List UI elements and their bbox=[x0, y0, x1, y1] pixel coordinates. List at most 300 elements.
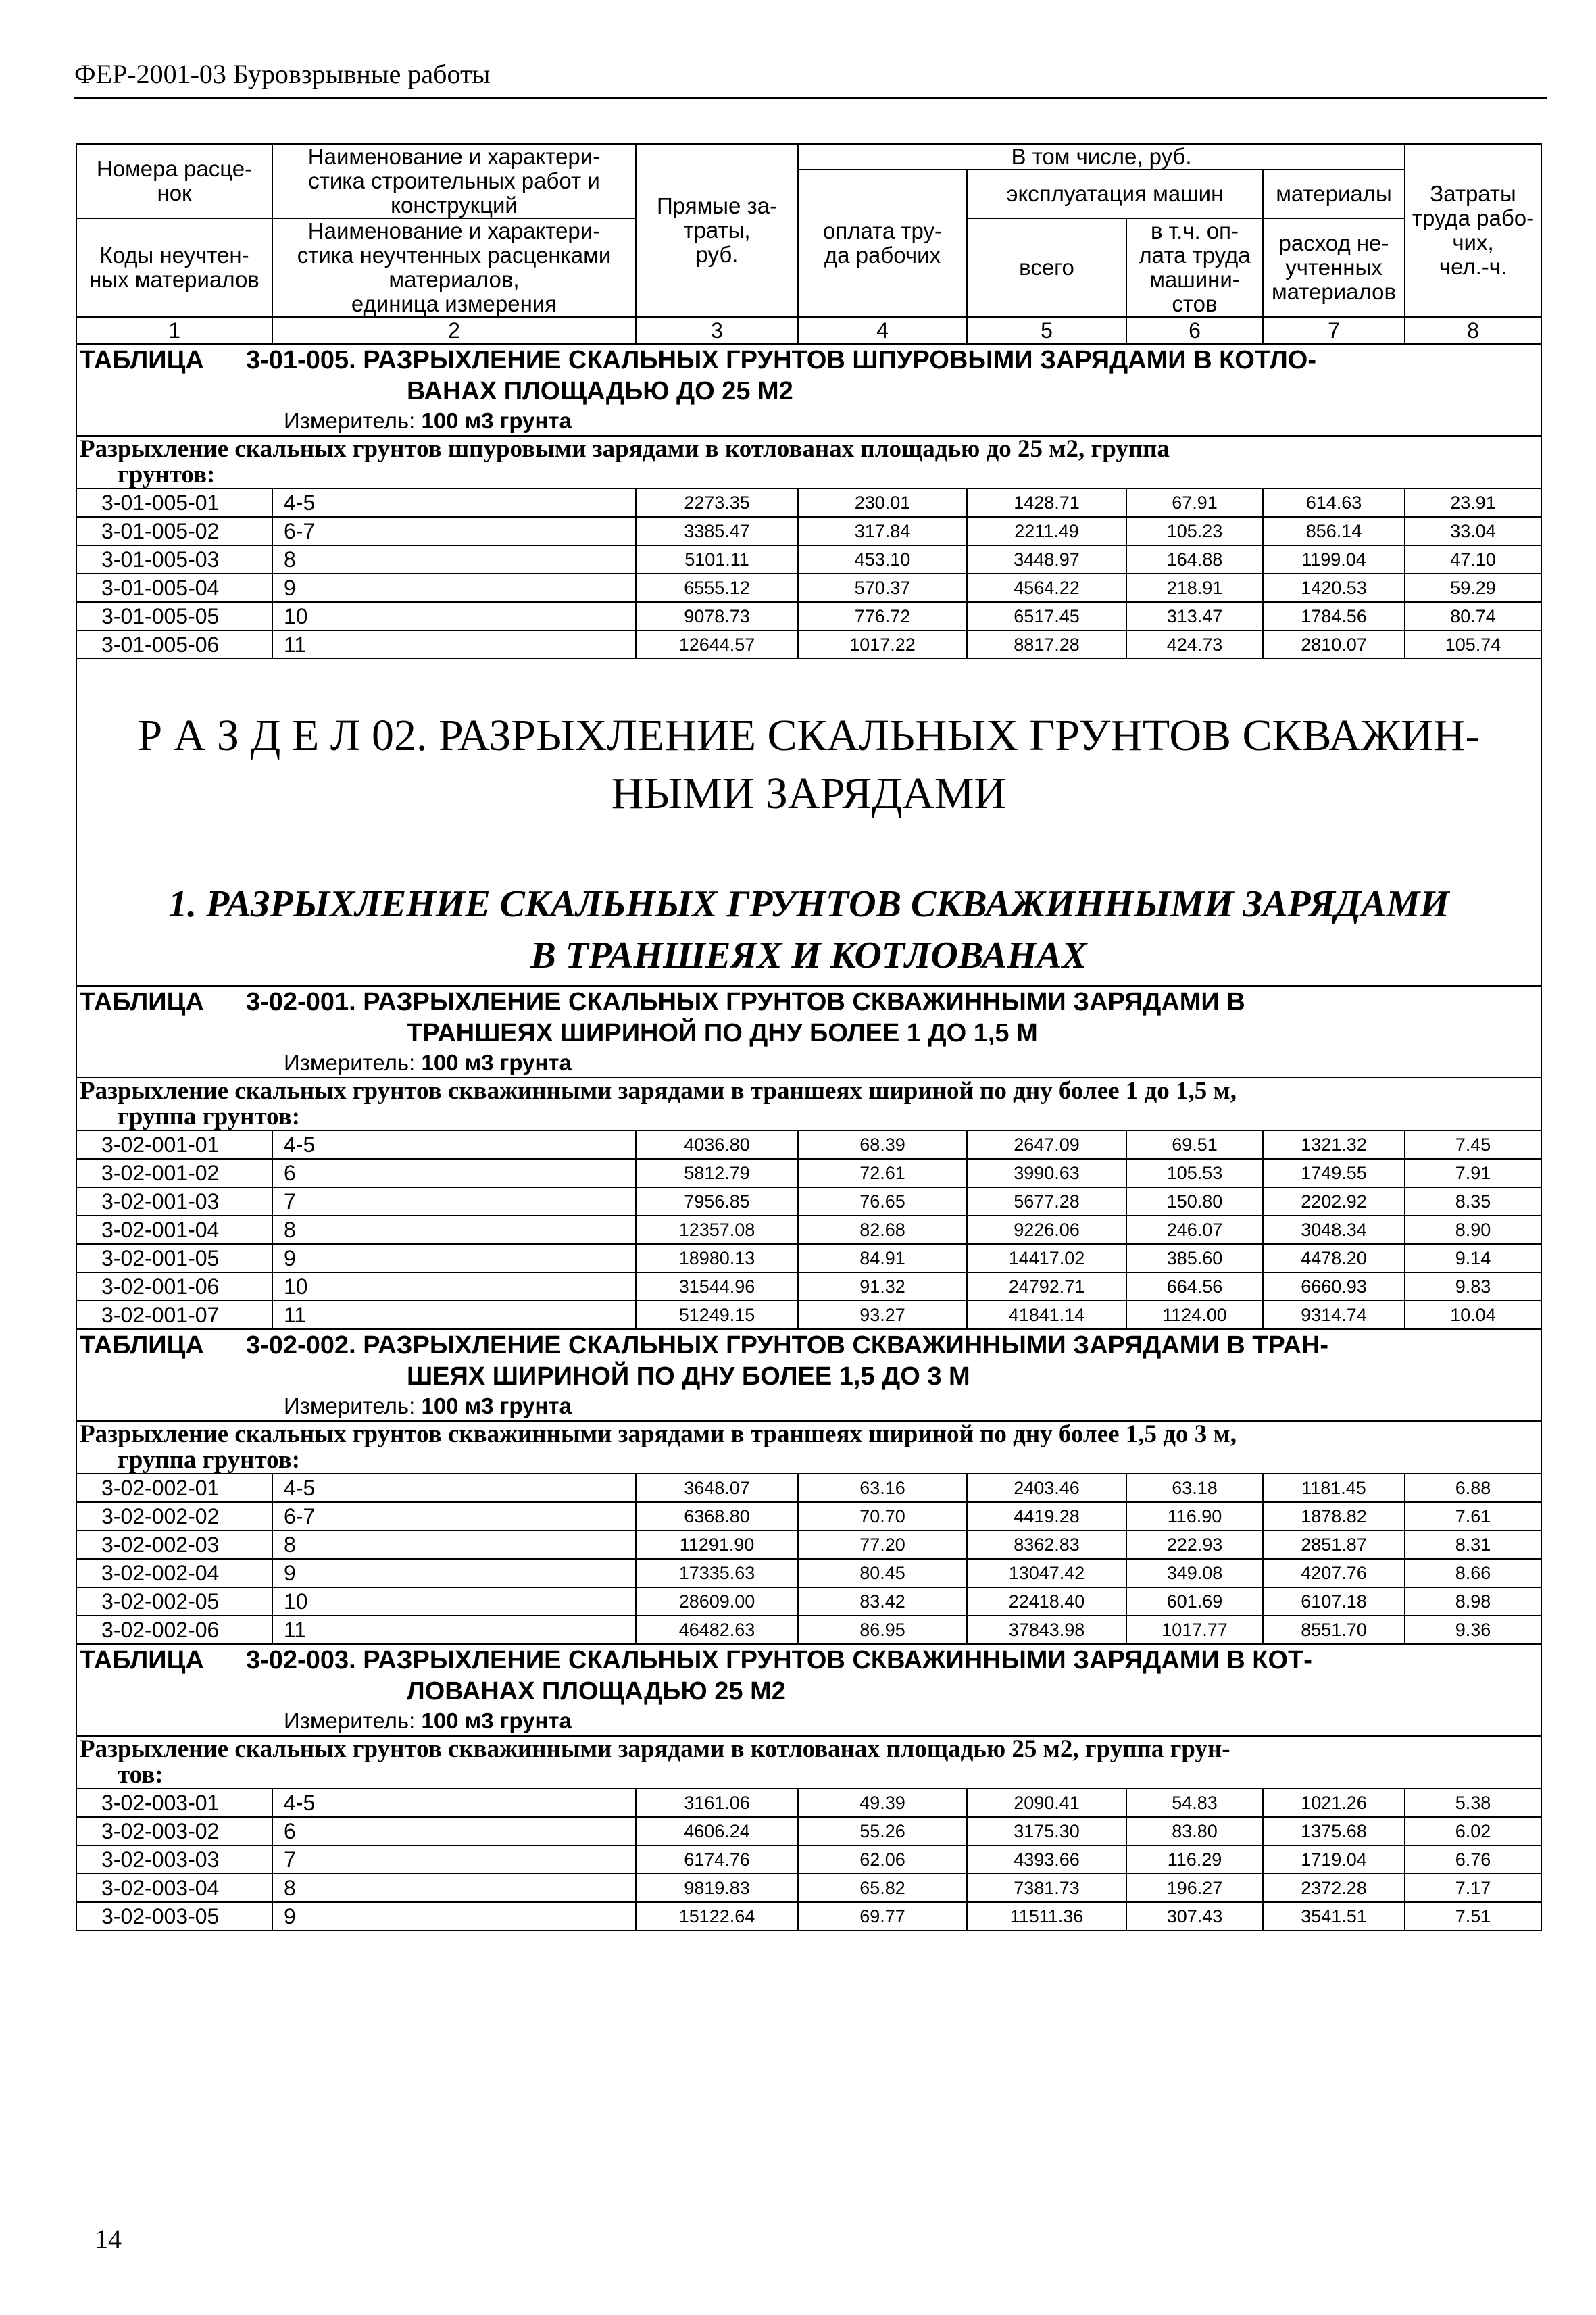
column-number: 6 bbox=[1126, 317, 1263, 344]
cell-direct-costs: 4036.80 bbox=[636, 1130, 798, 1159]
meter-label: Измеритель: bbox=[284, 1050, 416, 1075]
cell-operators-wages: 664.56 bbox=[1126, 1272, 1263, 1301]
page-number: 14 bbox=[95, 2224, 122, 2254]
cell-labor-costs: 7.51 bbox=[1405, 1902, 1541, 1931]
cell-materials: 4478.20 bbox=[1263, 1244, 1405, 1272]
cell-machines-total: 7381.73 bbox=[967, 1874, 1126, 1902]
table-row bbox=[76, 1874, 1541, 1902]
cell-labor-costs: 8.31 bbox=[1405, 1530, 1541, 1559]
cell-machines-total: 1428.71 bbox=[967, 489, 1126, 517]
cell-machines-total: 11511.36 bbox=[967, 1902, 1126, 1931]
section-heading-row bbox=[76, 659, 1541, 986]
subsection-title-line-2: В ТРАНШЕЯХ И КОТЛОВАНАХ bbox=[530, 935, 1087, 976]
cell-workers-wages: 70.70 bbox=[798, 1502, 967, 1530]
cell-operators-wages: 222.93 bbox=[1126, 1530, 1263, 1559]
cell-rate-code: 3-02-003-03 bbox=[76, 1845, 272, 1874]
cell-workers-wages: 91.32 bbox=[798, 1272, 967, 1301]
meter-label: Измеритель: bbox=[284, 1708, 416, 1733]
cell-rate-code: 3-02-001-03 bbox=[76, 1187, 272, 1216]
cell-materials: 3048.34 bbox=[1263, 1216, 1405, 1244]
section-title-line-1: Р А З Д Е Л 02. РАЗРЫХЛЕНИЕ СКАЛЬНЫХ ГРУНТОВ СКВАЖИН- bbox=[137, 711, 1480, 760]
cell-soil-group: 8 bbox=[272, 1530, 636, 1559]
cell-direct-costs: 9078.73 bbox=[636, 602, 798, 630]
cell-soil-group: 6 bbox=[272, 1817, 636, 1845]
table-description-row bbox=[76, 1078, 1541, 1130]
cell-rate-code: 3-01-005-01 bbox=[76, 489, 272, 517]
col-materials-header: материалы bbox=[1263, 170, 1405, 218]
table-row bbox=[76, 1130, 1541, 1159]
cell-soil-group: 9 bbox=[272, 574, 636, 602]
cell-operators-wages: 83.80 bbox=[1126, 1817, 1263, 1845]
cell-rate-code: 3-02-002-05 bbox=[76, 1587, 272, 1616]
table-title-line-1: 3-02-001. РАЗРЫХЛЕНИЕ СКАЛЬНЫХ ГРУНТОВ СКВАЖИННЫМИ ЗАРЯДАМИ В bbox=[246, 988, 1245, 1016]
table-row bbox=[76, 1272, 1541, 1301]
col-including-header: В том числе, руб. bbox=[798, 144, 1405, 170]
cell-direct-costs: 9819.83 bbox=[636, 1874, 798, 1902]
cell-labor-costs: 7.91 bbox=[1405, 1159, 1541, 1187]
cell-labor-costs: 8.66 bbox=[1405, 1559, 1541, 1587]
cell-rate-code: 3-02-001-07 bbox=[76, 1301, 272, 1329]
col-unaccounted-materials-header: расход не- учтенных материалов bbox=[1263, 218, 1405, 317]
description-line-2: грунтов: bbox=[118, 461, 216, 489]
cell-machines-total: 13047.42 bbox=[967, 1559, 1126, 1587]
table-title-row bbox=[76, 1329, 1541, 1421]
col-direct-costs-header: Прямые за- траты, руб. bbox=[636, 144, 798, 317]
cell-labor-costs: 5.38 bbox=[1405, 1789, 1541, 1817]
col-rate-number-header: Номера расце- нок bbox=[76, 144, 272, 218]
table-title-line-1: 3-02-003. РАЗРЫХЛЕНИЕ СКАЛЬНЫХ ГРУНТОВ СКВАЖИННЫМИ ЗАРЯДАМИ В КОТ- bbox=[246, 1646, 1312, 1674]
cell-soil-group: 8 bbox=[272, 1874, 636, 1902]
cell-labor-costs: 47.10 bbox=[1405, 545, 1541, 574]
table-title-line-2: ЛОВАНАХ ПЛОЩАДЬЮ 25 М2 bbox=[407, 1677, 786, 1706]
cell-machines-total: 8817.28 bbox=[967, 630, 1126, 659]
cell-materials: 1021.26 bbox=[1263, 1789, 1405, 1817]
cell-workers-wages: 93.27 bbox=[798, 1301, 967, 1329]
table-row bbox=[76, 1559, 1541, 1587]
description-line-2: группа грунтов: bbox=[118, 1103, 301, 1130]
table-title-line-1: 3-02-002. РАЗРЫХЛЕНИЕ СКАЛЬНЫХ ГРУНТОВ СКВАЖИННЫМИ ЗАРЯДАМИ В ТРАН- bbox=[246, 1331, 1329, 1360]
table-title bbox=[80, 1330, 1538, 1392]
description-line-2: группа грунтов: bbox=[118, 1446, 301, 1474]
table-title-cell bbox=[76, 986, 1541, 1078]
description-line-1: Разрыхление скальных грунтов скважинными зарядами в траншеях шириной по дну более 1 до 1,5 м, bbox=[80, 1077, 1237, 1105]
column-number: 2 bbox=[272, 317, 636, 344]
col-operators-wages-header: в т.ч. оп- лата труда машини- стов bbox=[1126, 218, 1263, 317]
cell-soil-group: 6-7 bbox=[272, 1502, 636, 1530]
cell-labor-costs: 9.36 bbox=[1405, 1616, 1541, 1644]
cell-machines-total: 4419.28 bbox=[967, 1502, 1126, 1530]
cell-workers-wages: 62.06 bbox=[798, 1845, 967, 1874]
cell-rate-code: 3-02-003-01 bbox=[76, 1789, 272, 1817]
cell-labor-costs: 7.45 bbox=[1405, 1130, 1541, 1159]
cell-operators-wages: 385.60 bbox=[1126, 1244, 1263, 1272]
cell-rate-code: 3-01-005-02 bbox=[76, 517, 272, 545]
cell-operators-wages: 1124.00 bbox=[1126, 1301, 1263, 1329]
cell-materials: 6660.93 bbox=[1263, 1272, 1405, 1301]
table-row bbox=[76, 1187, 1541, 1216]
cell-machines-total: 5677.28 bbox=[967, 1187, 1126, 1216]
cell-rate-code: 3-02-002-06 bbox=[76, 1616, 272, 1644]
cell-workers-wages: 76.65 bbox=[798, 1187, 967, 1216]
cell-soil-group: 9 bbox=[272, 1244, 636, 1272]
header-row-1 bbox=[76, 144, 1541, 170]
cell-workers-wages: 83.42 bbox=[798, 1587, 967, 1616]
cell-workers-wages: 453.10 bbox=[798, 545, 967, 574]
cell-materials: 1181.45 bbox=[1263, 1474, 1405, 1502]
table-description bbox=[76, 1421, 1541, 1474]
table-meter bbox=[80, 1049, 1538, 1077]
subsection-title-line-1: 1. РАЗРЫХЛЕНИЕ СКАЛЬНЫХ ГРУНТОВ СКВАЖИННЫМИ ЗАРЯДАМИ bbox=[168, 883, 1449, 925]
running-head: ФЕР-2001-03 Буровзрывные работы bbox=[74, 59, 491, 89]
cell-materials: 8551.70 bbox=[1263, 1616, 1405, 1644]
col-machines-header: эксплуатация машин bbox=[967, 170, 1263, 218]
table-row bbox=[76, 1902, 1541, 1931]
column-number: 7 bbox=[1263, 317, 1405, 344]
col-work-name-header: Наименование и характери- стика строительных работ и конструкций bbox=[272, 144, 636, 218]
cell-soil-group: 4-5 bbox=[272, 1789, 636, 1817]
cell-direct-costs: 11291.90 bbox=[636, 1530, 798, 1559]
cell-materials: 1375.68 bbox=[1263, 1817, 1405, 1845]
cell-workers-wages: 80.45 bbox=[798, 1559, 967, 1587]
cell-workers-wages: 82.68 bbox=[798, 1216, 967, 1244]
description-line-1: Разрыхление скальных грунтов шпуровыми зарядами в котлованах площадью до 25 м2, группа bbox=[80, 435, 1170, 463]
cell-direct-costs: 3385.47 bbox=[636, 517, 798, 545]
cell-direct-costs: 3161.06 bbox=[636, 1789, 798, 1817]
table-meter bbox=[80, 1707, 1538, 1735]
col-material-name-header: Наименование и характери- стика неучтенных расценками материалов, единица измерения bbox=[272, 218, 636, 317]
cell-labor-costs: 33.04 bbox=[1405, 517, 1541, 545]
cell-soil-group: 4-5 bbox=[272, 1474, 636, 1502]
table-row bbox=[76, 1530, 1541, 1559]
cell-machines-total: 24792.71 bbox=[967, 1272, 1126, 1301]
table-label: ТАБЛИЦА bbox=[80, 346, 204, 374]
cell-machines-total: 37843.98 bbox=[967, 1616, 1126, 1644]
cell-operators-wages: 1017.77 bbox=[1126, 1616, 1263, 1644]
cell-soil-group: 10 bbox=[272, 1587, 636, 1616]
cell-labor-costs: 23.91 bbox=[1405, 489, 1541, 517]
col-material-codes-header: Коды неучтен- ных материалов bbox=[76, 218, 272, 317]
cell-direct-costs: 15122.64 bbox=[636, 1902, 798, 1931]
cell-machines-total: 8362.83 bbox=[967, 1530, 1126, 1559]
cell-operators-wages: 63.18 bbox=[1126, 1474, 1263, 1502]
cell-labor-costs: 8.90 bbox=[1405, 1216, 1541, 1244]
cell-materials: 2202.92 bbox=[1263, 1187, 1405, 1216]
cell-operators-wages: 116.90 bbox=[1126, 1502, 1263, 1530]
col-machines-total-header: всего bbox=[967, 218, 1126, 317]
cell-soil-group: 11 bbox=[272, 630, 636, 659]
table-title-cell bbox=[76, 1329, 1541, 1421]
cell-labor-costs: 8.35 bbox=[1405, 1187, 1541, 1216]
cell-rate-code: 3-02-001-02 bbox=[76, 1159, 272, 1187]
cell-direct-costs: 12357.08 bbox=[636, 1216, 798, 1244]
cell-operators-wages: 105.23 bbox=[1126, 517, 1263, 545]
cell-soil-group: 11 bbox=[272, 1616, 636, 1644]
cell-workers-wages: 230.01 bbox=[798, 489, 967, 517]
table-title-line-2: ТРАНШЕЯХ ШИРИНОЙ ПО ДНУ БОЛЕЕ 1 ДО 1,5 М bbox=[407, 1019, 1038, 1047]
cell-machines-total: 4564.22 bbox=[967, 574, 1126, 602]
cell-direct-costs: 31544.96 bbox=[636, 1272, 798, 1301]
cell-operators-wages: 67.91 bbox=[1126, 489, 1263, 517]
cell-operators-wages: 307.43 bbox=[1126, 1902, 1263, 1931]
cell-materials: 1784.56 bbox=[1263, 602, 1405, 630]
cell-direct-costs: 6368.80 bbox=[636, 1502, 798, 1530]
table-row bbox=[76, 1502, 1541, 1530]
table-title bbox=[80, 1645, 1538, 1707]
cell-workers-wages: 63.16 bbox=[798, 1474, 967, 1502]
cell-workers-wages: 65.82 bbox=[798, 1874, 967, 1902]
cell-labor-costs: 9.83 bbox=[1405, 1272, 1541, 1301]
cell-operators-wages: 150.80 bbox=[1126, 1187, 1263, 1216]
cell-rate-code: 3-02-001-04 bbox=[76, 1216, 272, 1244]
cell-workers-wages: 570.37 bbox=[798, 574, 967, 602]
table-row bbox=[76, 630, 1541, 659]
table-title-row bbox=[76, 344, 1541, 436]
table-row bbox=[76, 517, 1541, 545]
header-rule bbox=[74, 97, 1547, 99]
cell-direct-costs: 46482.63 bbox=[636, 1616, 798, 1644]
table-row bbox=[76, 1789, 1541, 1817]
cell-machines-total: 2090.41 bbox=[967, 1789, 1126, 1817]
table-description-row bbox=[76, 1736, 1541, 1789]
cell-direct-costs: 6555.12 bbox=[636, 574, 798, 602]
meter-value: 100 м3 грунта bbox=[421, 1393, 572, 1418]
column-number: 8 bbox=[1405, 317, 1541, 344]
table-title-line-2: ВАНАХ ПЛОЩАДЬЮ ДО 25 М2 bbox=[407, 377, 793, 405]
cell-labor-costs: 7.61 bbox=[1405, 1502, 1541, 1530]
table-description bbox=[76, 1078, 1541, 1130]
cell-soil-group: 6-7 bbox=[272, 517, 636, 545]
cell-soil-group: 11 bbox=[272, 1301, 636, 1329]
table-meter bbox=[80, 1392, 1538, 1420]
cell-rate-code: 3-02-003-02 bbox=[76, 1817, 272, 1845]
cell-labor-costs: 8.98 bbox=[1405, 1587, 1541, 1616]
table-row bbox=[76, 574, 1541, 602]
table-title-cell bbox=[76, 344, 1541, 436]
cell-materials: 1199.04 bbox=[1263, 545, 1405, 574]
table-title-row bbox=[76, 1644, 1541, 1736]
cell-soil-group: 8 bbox=[272, 545, 636, 574]
description-line-2: тов: bbox=[118, 1761, 164, 1789]
cell-labor-costs: 6.02 bbox=[1405, 1817, 1541, 1845]
cell-operators-wages: 313.47 bbox=[1126, 602, 1263, 630]
cell-direct-costs: 17335.63 bbox=[636, 1559, 798, 1587]
cell-labor-costs: 59.29 bbox=[1405, 574, 1541, 602]
table-title bbox=[80, 345, 1538, 407]
col-labor-costs-header: Затраты труда рабо- чих, чел.-ч. bbox=[1405, 144, 1541, 317]
cell-soil-group: 8 bbox=[272, 1216, 636, 1244]
cell-workers-wages: 72.61 bbox=[798, 1159, 967, 1187]
subsection-title bbox=[77, 823, 1541, 985]
cell-machines-total: 2403.46 bbox=[967, 1474, 1126, 1502]
cell-workers-wages: 69.77 bbox=[798, 1902, 967, 1931]
cell-materials: 2372.28 bbox=[1263, 1874, 1405, 1902]
cell-materials: 1719.04 bbox=[1263, 1845, 1405, 1874]
cell-materials: 4207.76 bbox=[1263, 1559, 1405, 1587]
column-number: 4 bbox=[798, 317, 967, 344]
meter-value: 100 м3 грунта bbox=[421, 408, 572, 433]
cell-direct-costs: 18980.13 bbox=[636, 1244, 798, 1272]
cell-rate-code: 3-01-005-05 bbox=[76, 602, 272, 630]
cell-materials: 1749.55 bbox=[1263, 1159, 1405, 1187]
table-label: ТАБЛИЦА bbox=[80, 1331, 204, 1360]
cell-workers-wages: 317.84 bbox=[798, 517, 967, 545]
column-number: 3 bbox=[636, 317, 798, 344]
cell-materials: 2851.87 bbox=[1263, 1530, 1405, 1559]
table-row bbox=[76, 1616, 1541, 1644]
table-title-line-1: 3-01-005. РАЗРЫХЛЕНИЕ СКАЛЬНЫХ ГРУНТОВ ШПУРОВЫМИ ЗАРЯДАМИ В КОТЛО- bbox=[246, 346, 1316, 374]
description-line-1: Разрыхление скальных грунтов скважинными зарядами в котлованах площадью 25 м2, группа грун- bbox=[80, 1735, 1230, 1763]
table-description bbox=[76, 1736, 1541, 1789]
cell-workers-wages: 49.39 bbox=[798, 1789, 967, 1817]
cell-machines-total: 14417.02 bbox=[967, 1244, 1126, 1272]
cell-operators-wages: 424.73 bbox=[1126, 630, 1263, 659]
cell-soil-group: 6 bbox=[272, 1159, 636, 1187]
cell-materials: 9314.74 bbox=[1263, 1301, 1405, 1329]
cell-labor-costs: 7.17 bbox=[1405, 1874, 1541, 1902]
cell-workers-wages: 86.95 bbox=[798, 1616, 967, 1644]
cell-materials: 856.14 bbox=[1263, 517, 1405, 545]
meter-label: Измеритель: bbox=[284, 1393, 416, 1418]
cell-workers-wages: 776.72 bbox=[798, 602, 967, 630]
table-description-row bbox=[76, 1421, 1541, 1474]
cell-direct-costs: 4606.24 bbox=[636, 1817, 798, 1845]
cell-operators-wages: 105.53 bbox=[1126, 1159, 1263, 1187]
cell-rate-code: 3-01-005-06 bbox=[76, 630, 272, 659]
cell-machines-total: 41841.14 bbox=[967, 1301, 1126, 1329]
cell-rate-code: 3-02-001-01 bbox=[76, 1130, 272, 1159]
cell-workers-wages: 77.20 bbox=[798, 1530, 967, 1559]
cell-soil-group: 4-5 bbox=[272, 489, 636, 517]
cell-direct-costs: 6174.76 bbox=[636, 1845, 798, 1874]
cell-machines-total: 2211.49 bbox=[967, 517, 1126, 545]
cell-direct-costs: 12644.57 bbox=[636, 630, 798, 659]
cell-operators-wages: 116.29 bbox=[1126, 1845, 1263, 1874]
table-row bbox=[76, 1474, 1541, 1502]
cell-labor-costs: 9.14 bbox=[1405, 1244, 1541, 1272]
table-label: ТАБЛИЦА bbox=[80, 988, 204, 1016]
cell-materials: 2810.07 bbox=[1263, 630, 1405, 659]
cell-machines-total: 9226.06 bbox=[967, 1216, 1126, 1244]
meter-value: 100 м3 грунта bbox=[421, 1050, 572, 1075]
cell-direct-costs: 3648.07 bbox=[636, 1474, 798, 1502]
table-title bbox=[80, 987, 1538, 1049]
cell-machines-total: 22418.40 bbox=[967, 1587, 1126, 1616]
cell-machines-total: 4393.66 bbox=[967, 1845, 1126, 1874]
table-row bbox=[76, 489, 1541, 517]
table-title-row bbox=[76, 986, 1541, 1078]
cell-rate-code: 3-02-003-05 bbox=[76, 1902, 272, 1931]
column-numbers-row bbox=[76, 317, 1541, 344]
cell-labor-costs: 80.74 bbox=[1405, 602, 1541, 630]
cell-soil-group: 9 bbox=[272, 1559, 636, 1587]
cell-rate-code: 3-01-005-04 bbox=[76, 574, 272, 602]
table-row bbox=[76, 1159, 1541, 1187]
cell-workers-wages: 1017.22 bbox=[798, 630, 967, 659]
meter-value: 100 м3 грунта bbox=[421, 1708, 572, 1733]
cell-operators-wages: 196.27 bbox=[1126, 1874, 1263, 1902]
cell-operators-wages: 601.69 bbox=[1126, 1587, 1263, 1616]
table-row bbox=[76, 1244, 1541, 1272]
table-description bbox=[76, 436, 1541, 489]
table-row bbox=[76, 1301, 1541, 1329]
cell-rate-code: 3-02-001-06 bbox=[76, 1272, 272, 1301]
cell-labor-costs: 105.74 bbox=[1405, 630, 1541, 659]
table-row bbox=[76, 1845, 1541, 1874]
table-row bbox=[76, 1587, 1541, 1616]
cell-machines-total: 3448.97 bbox=[967, 545, 1126, 574]
cell-operators-wages: 349.08 bbox=[1126, 1559, 1263, 1587]
table-label: ТАБЛИЦА bbox=[80, 1646, 204, 1674]
cell-workers-wages: 55.26 bbox=[798, 1817, 967, 1845]
table-row bbox=[76, 1817, 1541, 1845]
cell-workers-wages: 68.39 bbox=[798, 1130, 967, 1159]
table-row bbox=[76, 602, 1541, 630]
cell-soil-group: 7 bbox=[272, 1845, 636, 1874]
cell-direct-costs: 28609.00 bbox=[636, 1587, 798, 1616]
cell-operators-wages: 164.88 bbox=[1126, 545, 1263, 574]
section-title-line-2: НЫМИ ЗАРЯДАМИ bbox=[611, 769, 1007, 818]
cell-operators-wages: 218.91 bbox=[1126, 574, 1263, 602]
cell-machines-total: 2647.09 bbox=[967, 1130, 1126, 1159]
section-heading-cell bbox=[76, 659, 1541, 986]
cell-soil-group: 7 bbox=[272, 1187, 636, 1216]
cell-materials: 1420.53 bbox=[1263, 574, 1405, 602]
cell-rate-code: 3-02-003-04 bbox=[76, 1874, 272, 1902]
cell-soil-group: 9 bbox=[272, 1902, 636, 1931]
table-description-row bbox=[76, 436, 1541, 489]
cell-rate-code: 3-02-002-02 bbox=[76, 1502, 272, 1530]
cell-machines-total: 3175.30 bbox=[967, 1817, 1126, 1845]
table-row bbox=[76, 545, 1541, 574]
table-title-line-2: ШЕЯХ ШИРИНОЙ ПО ДНУ БОЛЕЕ 1,5 ДО 3 М bbox=[407, 1362, 970, 1391]
cell-soil-group: 10 bbox=[272, 1272, 636, 1301]
cell-soil-group: 10 bbox=[272, 602, 636, 630]
description-line-1: Разрыхление скальных грунтов скважинными зарядами в траншеях шириной по дну более 1,5 до 3 м, bbox=[80, 1420, 1237, 1448]
cell-rate-code: 3-02-002-04 bbox=[76, 1559, 272, 1587]
rates-table bbox=[76, 143, 1542, 1931]
meter-label: Измеритель: bbox=[284, 408, 416, 433]
cell-rate-code: 3-01-005-03 bbox=[76, 545, 272, 574]
cell-machines-total: 6517.45 bbox=[967, 602, 1126, 630]
cell-labor-costs: 6.88 bbox=[1405, 1474, 1541, 1502]
section-title bbox=[77, 659, 1541, 823]
column-number: 1 bbox=[76, 317, 272, 344]
cell-direct-costs: 5812.79 bbox=[636, 1159, 798, 1187]
cell-materials: 614.63 bbox=[1263, 489, 1405, 517]
cell-rate-code: 3-02-002-03 bbox=[76, 1530, 272, 1559]
table-title-cell bbox=[76, 1644, 1541, 1736]
cell-operators-wages: 54.83 bbox=[1126, 1789, 1263, 1817]
cell-workers-wages: 84.91 bbox=[798, 1244, 967, 1272]
table-row bbox=[76, 1216, 1541, 1244]
cell-materials: 1321.32 bbox=[1263, 1130, 1405, 1159]
cell-direct-costs: 5101.11 bbox=[636, 545, 798, 574]
cell-direct-costs: 7956.85 bbox=[636, 1187, 798, 1216]
cell-rate-code: 3-02-001-05 bbox=[76, 1244, 272, 1272]
table-meter bbox=[80, 407, 1538, 435]
cell-soil-group: 4-5 bbox=[272, 1130, 636, 1159]
cell-materials: 3541.51 bbox=[1263, 1902, 1405, 1931]
cell-operators-wages: 69.51 bbox=[1126, 1130, 1263, 1159]
cell-rate-code: 3-02-002-01 bbox=[76, 1474, 272, 1502]
cell-materials: 6107.18 bbox=[1263, 1587, 1405, 1616]
cell-direct-costs: 51249.15 bbox=[636, 1301, 798, 1329]
cell-direct-costs: 2273.35 bbox=[636, 489, 798, 517]
cell-operators-wages: 246.07 bbox=[1126, 1216, 1263, 1244]
column-number: 5 bbox=[967, 317, 1126, 344]
col-wages-header: оплата тру- да рабочих bbox=[798, 170, 967, 317]
cell-labor-costs: 10.04 bbox=[1405, 1301, 1541, 1329]
